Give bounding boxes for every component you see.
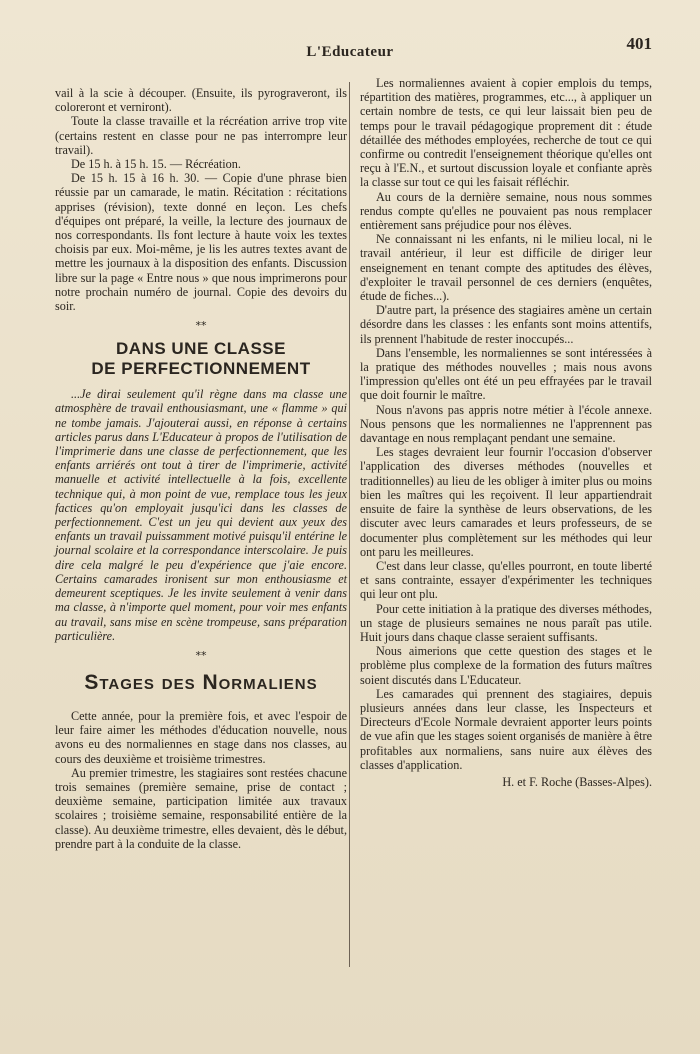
paragraph: C'est dans leur classe, qu'elles pourront, en toute liberté et sans contrainte, essayer d'expérimenter les techniques qui leur ont plu. [360, 558, 652, 602]
paragraph: Toute la classe travaille et la récréation arrive trop vite (certains restent en classe pour ne pas interrompre leur travail). [55, 114, 347, 157]
paragraph: Cette année, pour la première fois, et avec l'espoir de leur faire aimer les méthodes d'éducation nouvelle, nous avons eu des normaliennes en stage dans nos classes, au cours des deuxième et troisième trimestres. [55, 708, 347, 766]
perfectionnement-text [55, 387, 347, 643]
paragraph: Nous aimerions que cette question des stages et le problème plus complexe de la formation des futurs maîtres soient discutés dans L'Educateur. [360, 644, 652, 687]
right-column [360, 76, 652, 789]
section-heading-perfectionnement [55, 339, 347, 379]
paragraph: ...Je dirai seulement qu'il règne dans ma classe une atmosphère de travail enthousiasmant, une « flamme » qui ne tombe jamais. J'ajouterai aussi, en réponse à certains articles parus dans L'Educateur à propos de l'utilisation de l'imprimerie dans une classe de perfectionnement, que les enfants arriérés ont tout à tirer de l'imprimerie, activité manuelle et activité intellectuelle à la fois, excellente technique qui, à mon point de vue, remplace tous les jeux factices qu'on employait jusqu'ici dans les classes de perfectionnement. C'est un jeu qui devient aux yeux des enfants un travail puissamment motivé puisqu'il entérine le journal scolaire et la correspondance interscolaire. Je puis dire cela malgré le peu d'expérience que j'aie encore. Certains camarades ironisent sur mon enthousiasme et demeurent sceptiques. Je les invite seulement à venir dans ma classe, à n'importe quel moment, pour voir mes enfants au travail, sans mise en scène trompeuse, sans préparation particulière. [55, 387, 347, 643]
paragraph: D'autre part, la présence des stagiaires amène un certain désordre dans les classes : les enfants sont moins attentifs, ils prennent l'habitude de rester inoccupés... [360, 303, 652, 346]
journal-title: L'Educateur [306, 44, 394, 60]
section-heading-stages: Stages des Normaliens [84, 670, 318, 694]
page-number: 401 [626, 34, 652, 53]
left-column [55, 86, 347, 851]
paragraph: Au premier trimestre, les stagiaires sont restées chacune trois semaines (première semaine, prise de contact ; deuxième semaine, participation limitée aux travaux scolaires ; troisième semaine, responsabilité entière de la classe). Au deuxième trimestre, elles devaient, dès le début, prendre part à la conduite de la classe. [55, 765, 347, 851]
paragraph: De 15 h. 15 à 16 h. 30. — Copie d'une phrase bien réussie par un camarade, le matin. Récitation : récitations apprises (révision), texte donné en leçon. Les chefs d'équipes ont préparé, la veille, la lecture des journaux de nos correspondants. Ils font lecture à haute voix les textes choisis par eux. Moi-même, je lis les autres textes avant de mettre les journaux à la disposition des enfants. Discussion libre sur la page « Entre nous » que nous imprimerons pour notre prochain numéro de journal. Copie des devoirs du soir. [55, 171, 347, 314]
paragraph: Nous n'avons pas appris notre métier à l'école annexe. Nous pensons que les normaliennes ne l'apprennent pas davantage en nous remplaçant pendant une semaine. [360, 402, 652, 446]
section-separator: ** [195, 319, 207, 333]
heading-line: DANS UNE CLASSE [116, 339, 286, 359]
heading-line: DE PERFECTIONNEMENT [91, 359, 311, 379]
paragraph: Ne connaissant ni les enfants, ni le milieu local, ni le travail antérieur, il leur est difficile de diriger leur enseignement en tenant compte des aptitudes des élèves, d'exploiter le travail personnel de ces derniers (enquêtes, étude de fiches...). [360, 232, 652, 304]
paragraph: Les stages devraient leur fournir l'occasion d'observer l'application des diverses méthodes (nouvelles et traditionnelles) au lieu de les obliger à imiter plus ou moins bien les maîtres qui les reçoivent. Il leur appartiendrait ensuite de faire la synthèse de leurs observations, de les discuter avec leurs camarades et leurs professeurs, de se documenter plus complètement sur les méthodes qui leur ont paru les meilleures. [360, 445, 652, 559]
paragraph: vail à la scie à découper. (Ensuite, ils pyrograveront, ils coloreront et verniront). [55, 86, 347, 115]
paragraph: Dans l'ensemble, les normaliennes se sont intéressées à la pratique des méthodes nouvelles ; mais nous avons l'impression qu'elles ont été un peu effrayées par le travail que doit fournir le maître. [360, 345, 652, 403]
paragraph: Pour cette initiation à la pratique des diverses méthodes, un stage de plusieurs semaines ne nous paraît pas utile. Huit jours dans chaque classe seraient suffisants. [360, 601, 652, 644]
paragraph: De 15 h. à 15 h. 15. — Récréation. [71, 157, 241, 172]
paragraph: Au cours de la dernière semaine, nous nous sommes rendus compte qu'elles ne pouvaient pas nous remplacer entièrement sans préjudice pour nos élèves. [360, 189, 652, 233]
paragraph: Les camarades qui prennent des stagiaires, depuis plusieurs années dans leur classe, les Inspecteurs et Directeurs d'Ecole Normale devraient apporter leurs points de vue afin que les stages soient organisés de manière à être profitables aux normaliens, sans nuire aux élèves des classes d'application. [360, 686, 652, 772]
column-divider [349, 82, 350, 967]
section-separator: ** [195, 648, 207, 662]
signature: H. et F. Roche (Basses-Alpes). [502, 774, 652, 789]
paragraph: Les normaliennes avaient à copier emplois du temps, répartition des matières, programmes, etc..., à appliquer un certain nombre de tests, ce qui leur laissait bien peu de temps pour le travail pédagogique proprement dit : étude détaillée des méthodes employées, recherche de tout ce qui confirme ou contredit l'enseignement théorique qu'elles ont reçu à l'E.N., et surtout discussion loyale et confiante après la classe sur tout ce qui les faisait réfléchir. [360, 76, 652, 190]
